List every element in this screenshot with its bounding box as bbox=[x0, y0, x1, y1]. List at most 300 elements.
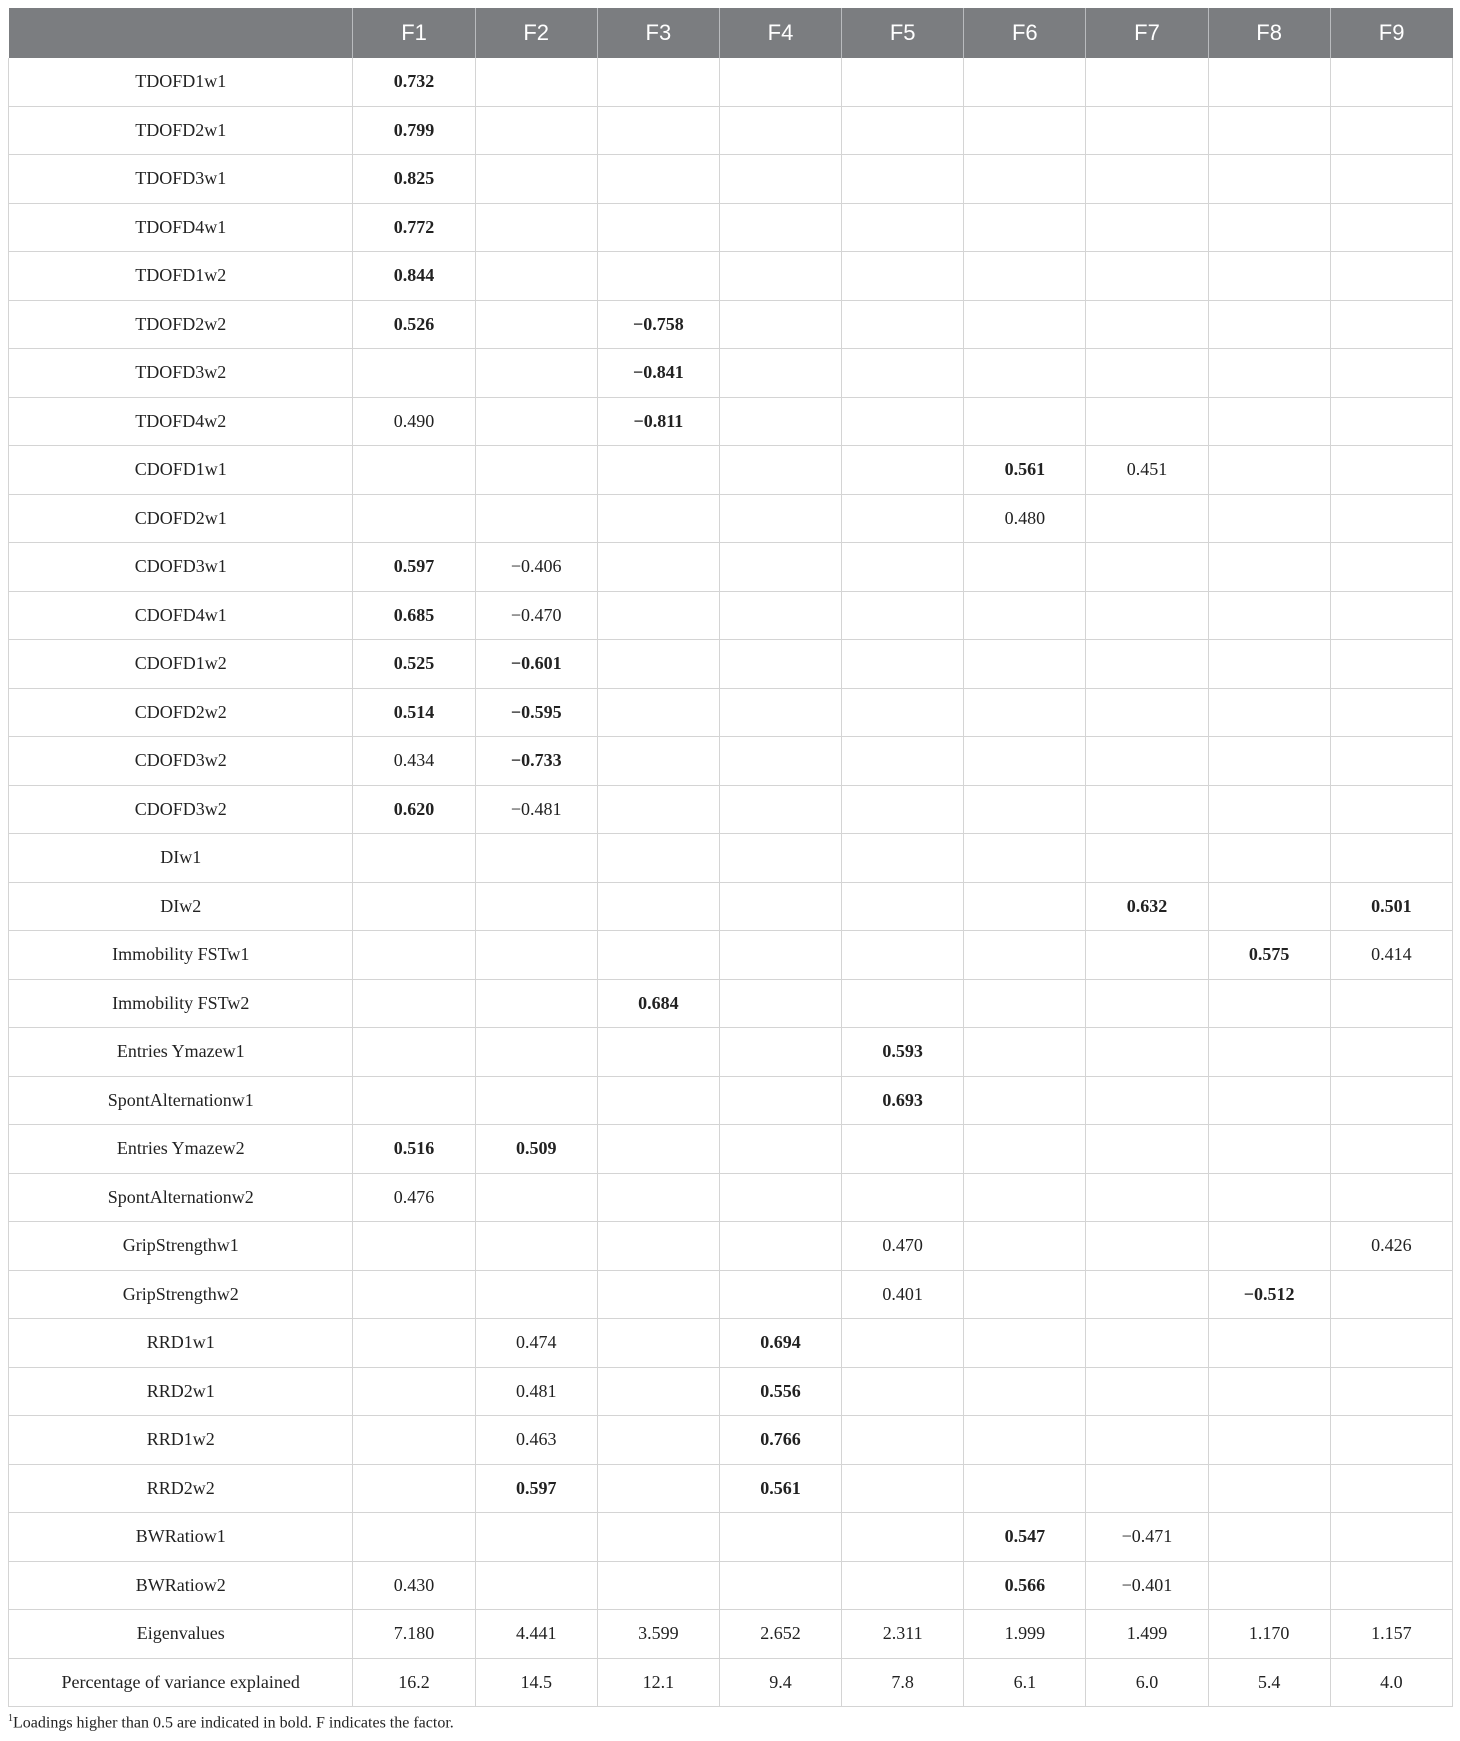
footnote-marker: 1 bbox=[8, 1713, 13, 1724]
loading-cell bbox=[842, 640, 964, 689]
row-label: SpontAlternationw1 bbox=[9, 1076, 353, 1125]
loading-cell bbox=[1208, 1513, 1330, 1562]
loading-cell bbox=[842, 1561, 964, 1610]
loading-cell bbox=[597, 1222, 719, 1271]
loading-cell bbox=[1208, 1125, 1330, 1174]
loading-cell bbox=[1208, 1464, 1330, 1513]
loading-cell bbox=[1086, 979, 1208, 1028]
loading-cell bbox=[964, 640, 1086, 689]
loading-cell bbox=[1086, 785, 1208, 834]
loading-cell bbox=[842, 203, 964, 252]
loading-cell bbox=[475, 155, 597, 204]
loading-cell bbox=[353, 1222, 475, 1271]
loading-cell bbox=[1086, 1367, 1208, 1416]
loading-cell: 16.2 bbox=[353, 1658, 475, 1707]
loading-cell: 3.599 bbox=[597, 1610, 719, 1659]
loading-cell bbox=[1208, 252, 1330, 301]
loading-cell: −0.471 bbox=[1086, 1513, 1208, 1562]
table-row bbox=[9, 494, 1453, 543]
header-f6: F6 bbox=[964, 8, 1086, 58]
table-row bbox=[9, 1076, 1453, 1125]
loading-cell bbox=[475, 1270, 597, 1319]
loading-cell: 7.180 bbox=[353, 1610, 475, 1659]
loading-cell: 0.561 bbox=[719, 1464, 841, 1513]
table-row bbox=[9, 1222, 1453, 1271]
loading-cell bbox=[353, 882, 475, 931]
loading-cell bbox=[475, 1173, 597, 1222]
table-row bbox=[9, 349, 1453, 398]
loading-cell bbox=[719, 931, 841, 980]
loading-cell bbox=[1086, 397, 1208, 446]
loading-cell bbox=[719, 1028, 841, 1077]
loading-cell bbox=[1330, 979, 1452, 1028]
loading-cell: 0.693 bbox=[842, 1076, 964, 1125]
row-label: CDOFD2w2 bbox=[9, 688, 353, 737]
loading-cell: 0.556 bbox=[719, 1367, 841, 1416]
loading-cell: 0.566 bbox=[964, 1561, 1086, 1610]
loading-cell bbox=[475, 446, 597, 495]
header-f7: F7 bbox=[1086, 8, 1208, 58]
loading-cell: 6.0 bbox=[1086, 1658, 1208, 1707]
loading-cell: 7.8 bbox=[842, 1658, 964, 1707]
loading-cell bbox=[964, 882, 1086, 931]
loading-cell bbox=[1208, 494, 1330, 543]
loading-cell bbox=[719, 203, 841, 252]
row-label: Entries Ymazew1 bbox=[9, 1028, 353, 1077]
loading-cell: 5.4 bbox=[1208, 1658, 1330, 1707]
loading-cell bbox=[1208, 1561, 1330, 1610]
loading-cell bbox=[842, 834, 964, 883]
loading-cell bbox=[1330, 1173, 1452, 1222]
row-label: RRD1w1 bbox=[9, 1319, 353, 1368]
loading-cell bbox=[964, 1464, 1086, 1513]
loading-cell bbox=[1330, 446, 1452, 495]
loading-cell: −0.811 bbox=[597, 397, 719, 446]
loading-cell bbox=[1330, 397, 1452, 446]
loading-cell bbox=[1330, 1076, 1452, 1125]
loading-cell: 0.593 bbox=[842, 1028, 964, 1077]
table-row bbox=[9, 688, 1453, 737]
loading-cell bbox=[1086, 349, 1208, 398]
loading-cell bbox=[1086, 591, 1208, 640]
loading-cell bbox=[842, 591, 964, 640]
loading-cell bbox=[1330, 252, 1452, 301]
loading-cell bbox=[475, 106, 597, 155]
loading-cell bbox=[1330, 155, 1452, 204]
loading-cell bbox=[842, 252, 964, 301]
loading-cell bbox=[1086, 640, 1208, 689]
loading-cell bbox=[964, 1222, 1086, 1271]
loading-cell: −0.481 bbox=[475, 785, 597, 834]
loading-cell bbox=[719, 1561, 841, 1610]
table-row bbox=[9, 1416, 1453, 1465]
row-label: DIw2 bbox=[9, 882, 353, 931]
loading-cell: 0.597 bbox=[353, 543, 475, 592]
row-label: TDOFD3w1 bbox=[9, 155, 353, 204]
loading-cell bbox=[1208, 203, 1330, 252]
table-row bbox=[9, 640, 1453, 689]
loading-cell bbox=[597, 1319, 719, 1368]
loading-cell: 2.652 bbox=[719, 1610, 841, 1659]
loading-cell bbox=[353, 1319, 475, 1368]
loading-cell bbox=[719, 1222, 841, 1271]
loading-cell bbox=[353, 1028, 475, 1077]
loading-cell: 0.694 bbox=[719, 1319, 841, 1368]
table-row bbox=[9, 155, 1453, 204]
loading-cell bbox=[842, 300, 964, 349]
row-label: BWRatiow1 bbox=[9, 1513, 353, 1562]
loading-cell bbox=[1086, 1076, 1208, 1125]
loading-cell bbox=[1208, 446, 1330, 495]
loading-cell: 4.441 bbox=[475, 1610, 597, 1659]
loading-cell bbox=[597, 834, 719, 883]
loading-cell: 0.844 bbox=[353, 252, 475, 301]
loading-cell bbox=[964, 931, 1086, 980]
row-label: CDOFD1w2 bbox=[9, 640, 353, 689]
loading-cell bbox=[964, 58, 1086, 106]
row-label: TDOFD1w1 bbox=[9, 58, 353, 106]
header-f9: F9 bbox=[1330, 8, 1452, 58]
row-label: Eigenvalues bbox=[9, 1610, 353, 1659]
table-row bbox=[9, 1173, 1453, 1222]
loading-cell bbox=[964, 1173, 1086, 1222]
loading-cell bbox=[1330, 543, 1452, 592]
row-label: CDOFD3w1 bbox=[9, 543, 353, 592]
loading-cell bbox=[1208, 58, 1330, 106]
table-row bbox=[9, 1319, 1453, 1368]
loading-cell: 0.509 bbox=[475, 1125, 597, 1174]
table-row bbox=[9, 1610, 1453, 1659]
loading-cell bbox=[964, 1416, 1086, 1465]
loading-cell bbox=[353, 834, 475, 883]
loading-cell bbox=[842, 58, 964, 106]
loading-cell: −0.601 bbox=[475, 640, 597, 689]
loading-cell bbox=[719, 446, 841, 495]
loading-cell bbox=[597, 1416, 719, 1465]
loading-cell bbox=[1208, 106, 1330, 155]
table-row bbox=[9, 1028, 1453, 1077]
loading-cell: 0.525 bbox=[353, 640, 475, 689]
loading-cell bbox=[597, 737, 719, 786]
loading-cell bbox=[842, 1125, 964, 1174]
loading-cell bbox=[475, 58, 597, 106]
loading-cell bbox=[475, 979, 597, 1028]
loading-cell: 0.684 bbox=[597, 979, 719, 1028]
table-row bbox=[9, 882, 1453, 931]
table-row bbox=[9, 931, 1453, 980]
row-label: TDOFD1w2 bbox=[9, 252, 353, 301]
loading-cell bbox=[719, 1076, 841, 1125]
row-label: TDOFD4w1 bbox=[9, 203, 353, 252]
loading-cell: 0.476 bbox=[353, 1173, 475, 1222]
table-row bbox=[9, 737, 1453, 786]
table-body bbox=[9, 58, 1453, 1707]
loading-cell bbox=[842, 785, 964, 834]
loading-cell bbox=[1086, 1173, 1208, 1222]
loading-cell bbox=[842, 397, 964, 446]
loading-cell bbox=[964, 397, 1086, 446]
loading-cell bbox=[719, 494, 841, 543]
loading-cell bbox=[597, 1367, 719, 1416]
loading-cell bbox=[1208, 882, 1330, 931]
loading-cell bbox=[719, 785, 841, 834]
loading-cell: 0.632 bbox=[1086, 882, 1208, 931]
loading-cell: 1.157 bbox=[1330, 1610, 1452, 1659]
loading-cell bbox=[1208, 1028, 1330, 1077]
loading-cell bbox=[1330, 1464, 1452, 1513]
row-label: Percentage of variance explained bbox=[9, 1658, 353, 1707]
loading-cell: 0.451 bbox=[1086, 446, 1208, 495]
loading-cell bbox=[597, 931, 719, 980]
loading-cell bbox=[719, 252, 841, 301]
loading-cell bbox=[475, 349, 597, 398]
row-label: Entries Ymazew2 bbox=[9, 1125, 353, 1174]
loading-cell bbox=[1086, 1416, 1208, 1465]
loading-cell bbox=[842, 155, 964, 204]
loading-cell bbox=[475, 203, 597, 252]
loading-cell: 0.732 bbox=[353, 58, 475, 106]
loading-cell: 0.825 bbox=[353, 155, 475, 204]
row-label: RRD1w2 bbox=[9, 1416, 353, 1465]
header-f2: F2 bbox=[475, 8, 597, 58]
loading-cell: −0.470 bbox=[475, 591, 597, 640]
loading-cell bbox=[353, 1367, 475, 1416]
loading-cell: 0.501 bbox=[1330, 882, 1452, 931]
loading-cell bbox=[1330, 1319, 1452, 1368]
row-label: Immobility FSTw1 bbox=[9, 931, 353, 980]
loading-cell bbox=[1086, 1319, 1208, 1368]
row-label: CDOFD1w1 bbox=[9, 446, 353, 495]
loading-cell bbox=[1330, 1416, 1452, 1465]
loading-cell bbox=[964, 155, 1086, 204]
loading-cell bbox=[964, 737, 1086, 786]
loading-cell bbox=[842, 1173, 964, 1222]
loading-cell bbox=[1208, 397, 1330, 446]
loading-cell bbox=[964, 349, 1086, 398]
loading-cell bbox=[1208, 1076, 1330, 1125]
loading-cell bbox=[842, 882, 964, 931]
loading-cell bbox=[597, 1028, 719, 1077]
loading-cell bbox=[1208, 300, 1330, 349]
loading-cell bbox=[964, 1367, 1086, 1416]
loading-cell bbox=[1330, 58, 1452, 106]
loading-cell bbox=[597, 1125, 719, 1174]
loading-cell bbox=[719, 882, 841, 931]
table-header-row bbox=[9, 8, 1453, 58]
loading-cell: 0.620 bbox=[353, 785, 475, 834]
loading-cell: −0.512 bbox=[1208, 1270, 1330, 1319]
loading-cell bbox=[597, 785, 719, 834]
loading-cell: 0.516 bbox=[353, 1125, 475, 1174]
loading-cell bbox=[475, 494, 597, 543]
loading-cell: −0.758 bbox=[597, 300, 719, 349]
loading-cell bbox=[353, 349, 475, 398]
loading-cell bbox=[964, 543, 1086, 592]
loading-cell bbox=[475, 1222, 597, 1271]
loading-cell bbox=[1086, 494, 1208, 543]
loading-cell bbox=[597, 1561, 719, 1610]
loading-cell bbox=[1086, 58, 1208, 106]
loading-cell bbox=[597, 591, 719, 640]
table-row bbox=[9, 58, 1453, 106]
loading-cell bbox=[597, 1513, 719, 1562]
loading-cell: 0.414 bbox=[1330, 931, 1452, 980]
loading-cell: 0.597 bbox=[475, 1464, 597, 1513]
loading-cell bbox=[719, 397, 841, 446]
loading-cell bbox=[1208, 1367, 1330, 1416]
loading-cell bbox=[842, 1513, 964, 1562]
loading-cell bbox=[1208, 155, 1330, 204]
loading-cell bbox=[964, 688, 1086, 737]
loading-cell bbox=[842, 1319, 964, 1368]
loading-cell bbox=[1208, 785, 1330, 834]
table-row bbox=[9, 1658, 1453, 1707]
loading-cell: 0.685 bbox=[353, 591, 475, 640]
loading-cell bbox=[1330, 349, 1452, 398]
loading-cell bbox=[475, 931, 597, 980]
loading-cell bbox=[964, 785, 1086, 834]
row-label: CDOFD3w2 bbox=[9, 785, 353, 834]
loading-cell bbox=[475, 1513, 597, 1562]
row-label: GripStrengthw2 bbox=[9, 1270, 353, 1319]
table-row bbox=[9, 1270, 1453, 1319]
table-row bbox=[9, 1464, 1453, 1513]
loading-cell bbox=[353, 1416, 475, 1465]
loading-cell bbox=[1330, 1561, 1452, 1610]
loading-cell bbox=[1086, 1125, 1208, 1174]
loading-cell bbox=[842, 931, 964, 980]
loading-cell bbox=[1086, 300, 1208, 349]
loading-cell bbox=[1208, 591, 1330, 640]
loading-cell bbox=[1330, 640, 1452, 689]
header-f8: F8 bbox=[1208, 8, 1330, 58]
loading-cell bbox=[475, 1561, 597, 1610]
loading-cell bbox=[719, 1513, 841, 1562]
loading-cell bbox=[353, 931, 475, 980]
loading-cell bbox=[964, 1270, 1086, 1319]
loading-cell bbox=[353, 1513, 475, 1562]
loading-cell bbox=[964, 203, 1086, 252]
loading-cell bbox=[597, 1173, 719, 1222]
loading-cell bbox=[597, 106, 719, 155]
loading-cell: 0.799 bbox=[353, 106, 475, 155]
header-f4: F4 bbox=[719, 8, 841, 58]
loading-cell: 0.490 bbox=[353, 397, 475, 446]
loading-cell: −0.406 bbox=[475, 543, 597, 592]
loading-cell bbox=[475, 300, 597, 349]
loading-cell bbox=[1330, 1028, 1452, 1077]
header-f1: F1 bbox=[353, 8, 475, 58]
loading-cell bbox=[719, 1125, 841, 1174]
loading-cell bbox=[1086, 1270, 1208, 1319]
loading-cell bbox=[719, 640, 841, 689]
loading-cell: 2.311 bbox=[842, 1610, 964, 1659]
loading-cell bbox=[597, 252, 719, 301]
table-row bbox=[9, 1367, 1453, 1416]
loading-cell: 0.526 bbox=[353, 300, 475, 349]
loading-cell bbox=[475, 397, 597, 446]
loading-cell: 6.1 bbox=[964, 1658, 1086, 1707]
loading-cell bbox=[597, 1464, 719, 1513]
row-label: GripStrengthw1 bbox=[9, 1222, 353, 1271]
loading-cell bbox=[353, 1076, 475, 1125]
loading-cell: −0.595 bbox=[475, 688, 597, 737]
loading-cell bbox=[1330, 1367, 1452, 1416]
loading-cell bbox=[719, 834, 841, 883]
loading-cell bbox=[1208, 1319, 1330, 1368]
loading-cell: 0.470 bbox=[842, 1222, 964, 1271]
loading-cell bbox=[1086, 252, 1208, 301]
row-label: TDOFD2w1 bbox=[9, 106, 353, 155]
loading-cell bbox=[1086, 543, 1208, 592]
loading-cell: 0.434 bbox=[353, 737, 475, 786]
loading-cell bbox=[719, 58, 841, 106]
header-f5: F5 bbox=[842, 8, 964, 58]
loading-cell bbox=[1086, 688, 1208, 737]
loading-cell: 1.170 bbox=[1208, 1610, 1330, 1659]
table-footnote bbox=[8, 1713, 1453, 1732]
loading-cell bbox=[597, 494, 719, 543]
loading-cell bbox=[353, 446, 475, 495]
loading-cell bbox=[719, 106, 841, 155]
loading-cell bbox=[1086, 203, 1208, 252]
table-row bbox=[9, 591, 1453, 640]
loading-cell bbox=[1208, 543, 1330, 592]
factor-loadings-table bbox=[8, 8, 1453, 1707]
row-label: SpontAlternationw2 bbox=[9, 1173, 353, 1222]
table-row bbox=[9, 106, 1453, 155]
loading-cell bbox=[842, 688, 964, 737]
loading-cell: 12.1 bbox=[597, 1658, 719, 1707]
loading-cell: 0.474 bbox=[475, 1319, 597, 1368]
loading-cell bbox=[964, 252, 1086, 301]
loading-cell bbox=[597, 446, 719, 495]
loading-cell bbox=[842, 1416, 964, 1465]
loading-cell bbox=[964, 1076, 1086, 1125]
table-row bbox=[9, 446, 1453, 495]
row-label: CDOFD3w2 bbox=[9, 737, 353, 786]
loading-cell bbox=[719, 300, 841, 349]
loading-cell bbox=[1208, 349, 1330, 398]
loading-cell bbox=[719, 979, 841, 1028]
table-row bbox=[9, 543, 1453, 592]
loading-cell: 0.463 bbox=[475, 1416, 597, 1465]
loading-cell bbox=[964, 979, 1086, 1028]
table-row bbox=[9, 203, 1453, 252]
loading-cell bbox=[1330, 1270, 1452, 1319]
row-label: TDOFD4w2 bbox=[9, 397, 353, 446]
table-row bbox=[9, 1125, 1453, 1174]
table-row bbox=[9, 979, 1453, 1028]
loading-cell bbox=[842, 349, 964, 398]
loading-cell bbox=[475, 882, 597, 931]
loading-cell bbox=[475, 252, 597, 301]
footnote-text: Loadings higher than 0.5 are indicated in bold. F indicates the factor. bbox=[13, 1714, 454, 1732]
row-label: DIw1 bbox=[9, 834, 353, 883]
loading-cell bbox=[1086, 931, 1208, 980]
loading-cell bbox=[353, 979, 475, 1028]
row-label: CDOFD4w1 bbox=[9, 591, 353, 640]
loading-cell: 0.766 bbox=[719, 1416, 841, 1465]
loading-cell bbox=[1086, 1028, 1208, 1077]
loading-cell bbox=[597, 58, 719, 106]
loading-cell bbox=[842, 446, 964, 495]
loading-cell bbox=[597, 1270, 719, 1319]
loading-cell bbox=[1208, 688, 1330, 737]
loading-cell bbox=[719, 155, 841, 204]
loading-cell bbox=[1086, 834, 1208, 883]
header-corner bbox=[9, 8, 353, 58]
